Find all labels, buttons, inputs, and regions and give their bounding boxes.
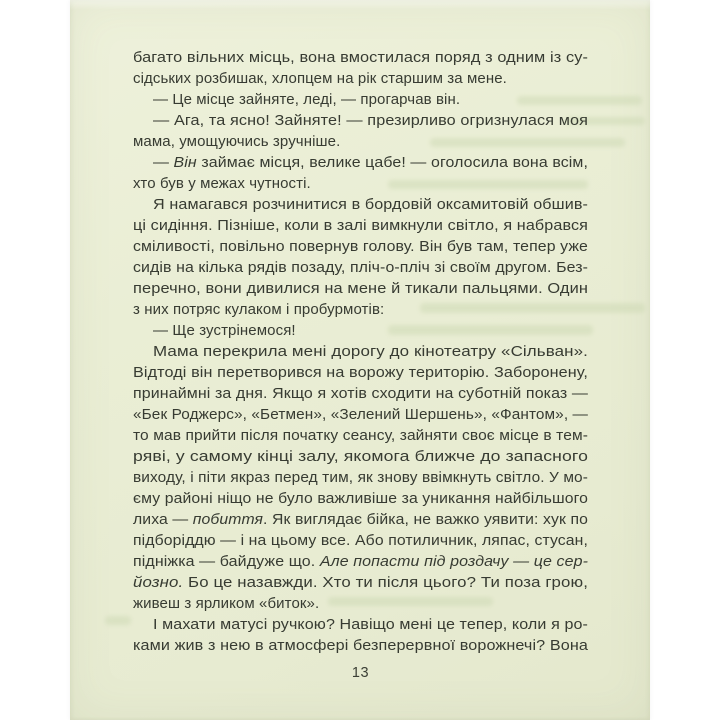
text-line: лиха — побиття. Як виглядає бійка, не важко уявити: хук по	[133, 511, 588, 528]
text-line: живеш з ярликом «биток».	[133, 595, 320, 612]
text-line: — Він займає місця, велике цабе! — оголосила вона всім,	[153, 154, 588, 171]
text-line: — Ага, та ясно! Зайняте! — презирливо огризнулася моя	[153, 112, 588, 129]
text-line: багато вільних місць, вона вмостилася поряд з одним із су-	[133, 49, 588, 66]
text-line: перечно, вони дивилися на мене й тикали пальцями. Один	[133, 280, 588, 297]
page-number: 13	[351, 665, 370, 681]
text-line: єму районі ніщо не було важливіше за уникання найбільшого	[133, 490, 588, 507]
text-line: «Бек Роджерс», «Бетмен», «Зелений Шершень», «Фантом», —	[133, 406, 588, 423]
text-line: ряві, у самому кінці залу, якомога ближче до запасного	[133, 448, 588, 465]
text-line: підніжка — байдуже що. Але попасти під роздачу — це сер-	[133, 553, 588, 570]
text-line: Відтоді він перетворився на ворожу територію. Заборонену,	[133, 364, 588, 381]
text-line: ці сидіння. Пізніше, коли в залі вимкнули світло, я набрався	[133, 217, 588, 234]
text-line: Мама перекрила мені дорогу до кінотеатру «Сільван».	[153, 343, 588, 360]
text-line: сидів на кілька рядів позаду, пліч-о-пліч зі своїм другом. Без-	[133, 259, 588, 276]
text-line: підборіддю — і на цьому все. Або потиличник, ляпас, стусан,	[133, 532, 588, 549]
text-line: то мав прийти після початку сеансу, зайняти своє місце в тем-	[133, 427, 588, 444]
page-sheet	[70, 0, 650, 720]
text-line: йозно. Бо це назавжди. Хто ти після цього? Ти поза грою,	[133, 574, 588, 591]
text-line: — Ще зустрінемося!	[153, 322, 296, 339]
text-line: виходу, і піти якраз перед тим, як знову ввімкнуть світло. У мо-	[133, 469, 588, 486]
page-text	[133, 47, 588, 656]
text-line: принаймні за дня. Якщо я хотів сходити на суботній показ —	[133, 385, 588, 402]
text-line: — Це місце зайняте, леді, — прогарчав він.	[153, 91, 461, 108]
text-line: мама, умощуючись зручніше.	[133, 133, 341, 150]
text-line: І махати матусі ручкою? Навіщо мені це тепер, коли я ро-	[153, 616, 588, 633]
text-line: хто був у межах чутності.	[133, 175, 311, 192]
text-line: з них потряс кулаком і пробурмотів:	[133, 301, 385, 318]
text-line: сміливості, повільно повернув голову. Він був там, тепер уже	[133, 238, 588, 255]
bleed-through-mark	[105, 616, 131, 625]
text-line: Я намагався розчинитися в бордовій оксамитовій обшив-	[153, 196, 588, 213]
text-line: ками жив з нею в атмосфері безперервної ворожнечі? Вона	[133, 637, 588, 654]
text-line: сідських розбишак, хлопцем на рік старшим за мене.	[133, 70, 507, 87]
